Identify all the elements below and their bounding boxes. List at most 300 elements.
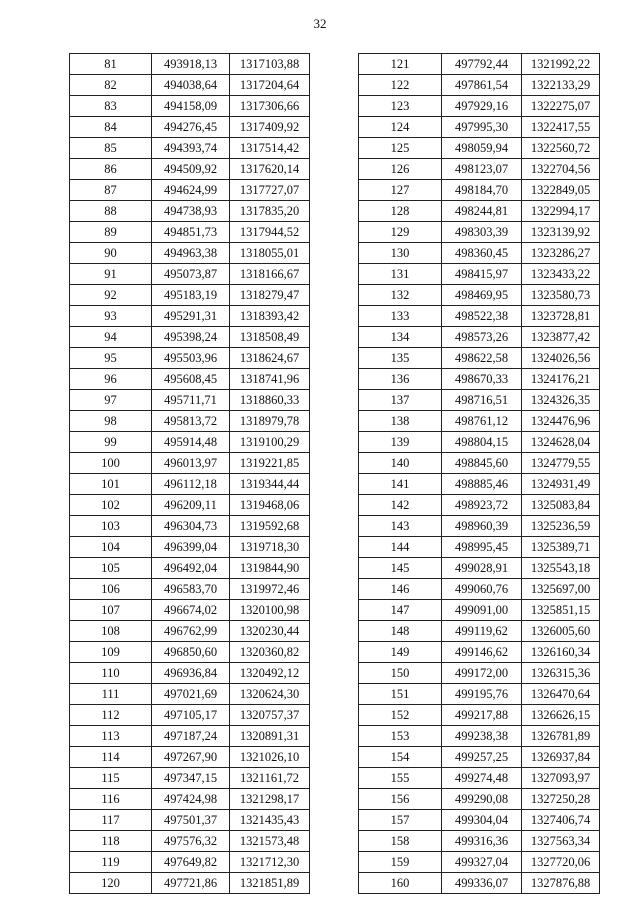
table-row (359, 516, 600, 537)
table-row (359, 432, 600, 453)
table-row (359, 348, 600, 369)
table-row (359, 726, 600, 747)
x-coordinate-cell: 497187,24 (152, 726, 230, 747)
y-coordinate-cell: 1321992,22 (522, 54, 600, 75)
coordinates-table-left (69, 53, 310, 894)
x-coordinate-cell: 499217,88 (442, 705, 522, 726)
y-coordinate-cell: 1319718,30 (230, 537, 310, 558)
x-coordinate-cell: 496674,02 (152, 600, 230, 621)
point-number-cell: 159 (359, 852, 442, 873)
table-row (359, 117, 600, 138)
x-coordinate-cell: 499172,00 (442, 663, 522, 684)
point-number-cell: 125 (359, 138, 442, 159)
y-coordinate-cell: 1317103,88 (230, 54, 310, 75)
x-coordinate-cell: 493918,13 (152, 54, 230, 75)
table-row (359, 138, 600, 159)
table-row (359, 285, 600, 306)
table-row (359, 264, 600, 285)
table-row (359, 495, 600, 516)
y-coordinate-cell: 1318055,01 (230, 243, 310, 264)
table-row (70, 831, 310, 852)
point-number-cell: 152 (359, 705, 442, 726)
y-coordinate-cell: 1323286,27 (522, 243, 600, 264)
point-number-cell: 146 (359, 579, 442, 600)
point-number-cell: 91 (70, 264, 152, 285)
x-coordinate-cell: 497347,15 (152, 768, 230, 789)
point-number-cell: 103 (70, 516, 152, 537)
y-coordinate-cell: 1318393,42 (230, 306, 310, 327)
point-number-cell: 82 (70, 75, 152, 96)
x-coordinate-cell: 497995,30 (442, 117, 522, 138)
x-coordinate-cell: 495398,24 (152, 327, 230, 348)
point-number-cell: 104 (70, 537, 152, 558)
point-number-cell: 116 (70, 789, 152, 810)
point-number-cell: 139 (359, 432, 442, 453)
table-row (70, 369, 310, 390)
table-row (70, 537, 310, 558)
y-coordinate-cell: 1325697,00 (522, 579, 600, 600)
x-coordinate-cell: 494158,09 (152, 96, 230, 117)
point-number-cell: 87 (70, 180, 152, 201)
table-row (359, 54, 600, 75)
point-number-cell: 136 (359, 369, 442, 390)
y-coordinate-cell: 1319468,06 (230, 495, 310, 516)
point-number-cell: 135 (359, 348, 442, 369)
x-coordinate-cell: 498761,12 (442, 411, 522, 432)
point-number-cell: 131 (359, 264, 442, 285)
table-row (359, 768, 600, 789)
y-coordinate-cell: 1324931,49 (522, 474, 600, 495)
table-row (70, 684, 310, 705)
y-coordinate-cell: 1326470,64 (522, 684, 600, 705)
point-number-cell: 118 (70, 831, 152, 852)
y-coordinate-cell: 1321026,10 (230, 747, 310, 768)
y-coordinate-cell: 1319592,68 (230, 516, 310, 537)
table-row (70, 642, 310, 663)
point-number-cell: 141 (359, 474, 442, 495)
x-coordinate-cell: 499257,25 (442, 747, 522, 768)
y-coordinate-cell: 1317835,20 (230, 201, 310, 222)
x-coordinate-cell: 494738,93 (152, 201, 230, 222)
y-coordinate-cell: 1317944,52 (230, 222, 310, 243)
x-coordinate-cell: 499146,62 (442, 642, 522, 663)
point-number-cell: 145 (359, 558, 442, 579)
y-coordinate-cell: 1317409,92 (230, 117, 310, 138)
point-number-cell: 157 (359, 810, 442, 831)
x-coordinate-cell: 498716,51 (442, 390, 522, 411)
y-coordinate-cell: 1317306,66 (230, 96, 310, 117)
y-coordinate-cell: 1322704,56 (522, 159, 600, 180)
table-row (70, 789, 310, 810)
point-number-cell: 90 (70, 243, 152, 264)
y-coordinate-cell: 1317727,07 (230, 180, 310, 201)
table-row (359, 96, 600, 117)
y-coordinate-cell: 1323139,92 (522, 222, 600, 243)
y-coordinate-cell: 1322994,17 (522, 201, 600, 222)
table-row (70, 852, 310, 873)
point-number-cell: 98 (70, 411, 152, 432)
y-coordinate-cell: 1318166,67 (230, 264, 310, 285)
x-coordinate-cell: 497649,82 (152, 852, 230, 873)
x-coordinate-cell: 498622,58 (442, 348, 522, 369)
table-row (70, 810, 310, 831)
point-number-cell: 127 (359, 180, 442, 201)
y-coordinate-cell: 1321712,30 (230, 852, 310, 873)
y-coordinate-cell: 1319344,44 (230, 474, 310, 495)
table-row (70, 726, 310, 747)
y-coordinate-cell: 1322275,07 (522, 96, 600, 117)
y-coordinate-cell: 1319844,90 (230, 558, 310, 579)
point-number-cell: 124 (359, 117, 442, 138)
x-coordinate-cell: 498845,60 (442, 453, 522, 474)
x-coordinate-cell: 499119,62 (442, 621, 522, 642)
x-coordinate-cell: 499091,00 (442, 600, 522, 621)
point-number-cell: 115 (70, 768, 152, 789)
table-row (70, 348, 310, 369)
x-coordinate-cell: 494393,74 (152, 138, 230, 159)
point-number-cell: 147 (359, 600, 442, 621)
table-row (70, 285, 310, 306)
point-number-cell: 109 (70, 642, 152, 663)
point-number-cell: 148 (359, 621, 442, 642)
point-number-cell: 81 (70, 54, 152, 75)
y-coordinate-cell: 1317620,14 (230, 159, 310, 180)
point-number-cell: 153 (359, 726, 442, 747)
x-coordinate-cell: 494038,64 (152, 75, 230, 96)
table-row (359, 327, 600, 348)
x-coordinate-cell: 497105,17 (152, 705, 230, 726)
y-coordinate-cell: 1327876,88 (522, 873, 600, 894)
x-coordinate-cell: 498670,33 (442, 369, 522, 390)
table-row (359, 789, 600, 810)
x-coordinate-cell: 498804,15 (442, 432, 522, 453)
y-coordinate-cell: 1320757,37 (230, 705, 310, 726)
y-coordinate-cell: 1321851,89 (230, 873, 310, 894)
x-coordinate-cell: 498469,95 (442, 285, 522, 306)
x-coordinate-cell: 498995,45 (442, 537, 522, 558)
point-number-cell: 110 (70, 663, 152, 684)
point-number-cell: 132 (359, 285, 442, 306)
table-row (359, 180, 600, 201)
x-coordinate-cell: 499304,04 (442, 810, 522, 831)
y-coordinate-cell: 1324476,96 (522, 411, 600, 432)
table-row (70, 411, 310, 432)
x-coordinate-cell: 499327,04 (442, 852, 522, 873)
x-coordinate-cell: 497424,98 (152, 789, 230, 810)
x-coordinate-cell: 496112,18 (152, 474, 230, 495)
y-coordinate-cell: 1320624,30 (230, 684, 310, 705)
point-number-cell: 158 (359, 831, 442, 852)
table-row (359, 411, 600, 432)
table-row (359, 159, 600, 180)
point-number-cell: 102 (70, 495, 152, 516)
y-coordinate-cell: 1326005,60 (522, 621, 600, 642)
point-number-cell: 128 (359, 201, 442, 222)
table-row (70, 138, 310, 159)
table-row (70, 243, 310, 264)
y-coordinate-cell: 1325389,71 (522, 537, 600, 558)
point-number-cell: 144 (359, 537, 442, 558)
x-coordinate-cell: 496583,70 (152, 579, 230, 600)
x-coordinate-cell: 499195,76 (442, 684, 522, 705)
point-number-cell: 122 (359, 75, 442, 96)
point-number-cell: 89 (70, 222, 152, 243)
y-coordinate-cell: 1324326,35 (522, 390, 600, 411)
x-coordinate-cell: 496013,97 (152, 453, 230, 474)
x-coordinate-cell: 499238,38 (442, 726, 522, 747)
point-number-cell: 129 (359, 222, 442, 243)
y-coordinate-cell: 1319972,46 (230, 579, 310, 600)
x-coordinate-cell: 497576,32 (152, 831, 230, 852)
x-coordinate-cell: 499274,48 (442, 768, 522, 789)
point-number-cell: 95 (70, 348, 152, 369)
table-row (70, 327, 310, 348)
table-row (70, 705, 310, 726)
y-coordinate-cell: 1320360,82 (230, 642, 310, 663)
x-coordinate-cell: 498923,72 (442, 495, 522, 516)
point-number-cell: 119 (70, 852, 152, 873)
x-coordinate-cell: 495503,96 (152, 348, 230, 369)
y-coordinate-cell: 1325543,18 (522, 558, 600, 579)
x-coordinate-cell: 498123,07 (442, 159, 522, 180)
x-coordinate-cell: 498059,94 (442, 138, 522, 159)
x-coordinate-cell: 496850,60 (152, 642, 230, 663)
table-row (359, 810, 600, 831)
coordinates-table-right (358, 53, 600, 894)
table-row (70, 432, 310, 453)
y-coordinate-cell: 1326160,34 (522, 642, 600, 663)
point-number-cell: 111 (70, 684, 152, 705)
x-coordinate-cell: 497501,37 (152, 810, 230, 831)
y-coordinate-cell: 1318860,33 (230, 390, 310, 411)
table-row (70, 96, 310, 117)
x-coordinate-cell: 496304,73 (152, 516, 230, 537)
table-row (70, 768, 310, 789)
y-coordinate-cell: 1317204,64 (230, 75, 310, 96)
x-coordinate-cell: 494509,92 (152, 159, 230, 180)
table-row (70, 117, 310, 138)
x-coordinate-cell: 498303,39 (442, 222, 522, 243)
y-coordinate-cell: 1317514,42 (230, 138, 310, 159)
point-number-cell: 112 (70, 705, 152, 726)
x-coordinate-cell: 494963,38 (152, 243, 230, 264)
y-coordinate-cell: 1322849,05 (522, 180, 600, 201)
x-coordinate-cell: 496762,99 (152, 621, 230, 642)
y-coordinate-cell: 1319221,85 (230, 453, 310, 474)
table-row (359, 453, 600, 474)
x-coordinate-cell: 495813,72 (152, 411, 230, 432)
point-number-cell: 123 (359, 96, 442, 117)
table-row (70, 222, 310, 243)
x-coordinate-cell: 497721,86 (152, 873, 230, 894)
point-number-cell: 100 (70, 453, 152, 474)
x-coordinate-cell: 495608,45 (152, 369, 230, 390)
x-coordinate-cell: 499336,07 (442, 873, 522, 894)
table-row (359, 747, 600, 768)
point-number-cell: 133 (359, 306, 442, 327)
table-row (70, 873, 310, 894)
y-coordinate-cell: 1320492,12 (230, 663, 310, 684)
x-coordinate-cell: 497929,16 (442, 96, 522, 117)
y-coordinate-cell: 1326937,84 (522, 747, 600, 768)
y-coordinate-cell: 1326315,36 (522, 663, 600, 684)
point-number-cell: 114 (70, 747, 152, 768)
point-number-cell: 92 (70, 285, 152, 306)
y-coordinate-cell: 1318508,49 (230, 327, 310, 348)
x-coordinate-cell: 496399,04 (152, 537, 230, 558)
point-number-cell: 97 (70, 390, 152, 411)
y-coordinate-cell: 1320230,44 (230, 621, 310, 642)
y-coordinate-cell: 1320891,31 (230, 726, 310, 747)
point-number-cell: 151 (359, 684, 442, 705)
point-number-cell: 99 (70, 432, 152, 453)
x-coordinate-cell: 499290,08 (442, 789, 522, 810)
table-row (70, 390, 310, 411)
table-row (70, 474, 310, 495)
table-row (70, 621, 310, 642)
point-number-cell: 137 (359, 390, 442, 411)
x-coordinate-cell: 498960,39 (442, 516, 522, 537)
y-coordinate-cell: 1319100,29 (230, 432, 310, 453)
table-row (70, 579, 310, 600)
x-coordinate-cell: 498244,81 (442, 201, 522, 222)
y-coordinate-cell: 1318741,96 (230, 369, 310, 390)
y-coordinate-cell: 1326781,89 (522, 726, 600, 747)
point-number-cell: 130 (359, 243, 442, 264)
x-coordinate-cell: 498415,97 (442, 264, 522, 285)
y-coordinate-cell: 1318279,47 (230, 285, 310, 306)
point-number-cell: 84 (70, 117, 152, 138)
point-number-cell: 85 (70, 138, 152, 159)
point-number-cell: 142 (359, 495, 442, 516)
x-coordinate-cell: 498522,38 (442, 306, 522, 327)
point-number-cell: 83 (70, 96, 152, 117)
x-coordinate-cell: 496209,11 (152, 495, 230, 516)
table-row (359, 369, 600, 390)
y-coordinate-cell: 1318624,67 (230, 348, 310, 369)
table-row (359, 537, 600, 558)
point-number-cell: 134 (359, 327, 442, 348)
table-row (70, 453, 310, 474)
x-coordinate-cell: 499028,91 (442, 558, 522, 579)
y-coordinate-cell: 1325083,84 (522, 495, 600, 516)
y-coordinate-cell: 1327720,06 (522, 852, 600, 873)
y-coordinate-cell: 1322417,55 (522, 117, 600, 138)
x-coordinate-cell: 499060,76 (442, 579, 522, 600)
y-coordinate-cell: 1324628,04 (522, 432, 600, 453)
table-row (359, 684, 600, 705)
point-number-cell: 96 (70, 369, 152, 390)
x-coordinate-cell: 495183,19 (152, 285, 230, 306)
table-row (70, 264, 310, 285)
table-row (70, 747, 310, 768)
y-coordinate-cell: 1321573,48 (230, 831, 310, 852)
y-coordinate-cell: 1327563,34 (522, 831, 600, 852)
x-coordinate-cell: 496492,04 (152, 558, 230, 579)
point-number-cell: 113 (70, 726, 152, 747)
table-row (359, 873, 600, 894)
y-coordinate-cell: 1327250,28 (522, 789, 600, 810)
y-coordinate-cell: 1325851,15 (522, 600, 600, 621)
y-coordinate-cell: 1321435,43 (230, 810, 310, 831)
point-number-cell: 156 (359, 789, 442, 810)
point-number-cell: 117 (70, 810, 152, 831)
point-number-cell: 143 (359, 516, 442, 537)
point-number-cell: 93 (70, 306, 152, 327)
x-coordinate-cell: 497267,90 (152, 747, 230, 768)
x-coordinate-cell: 498360,45 (442, 243, 522, 264)
y-coordinate-cell: 1323877,42 (522, 327, 600, 348)
x-coordinate-cell: 495073,87 (152, 264, 230, 285)
point-number-cell: 150 (359, 663, 442, 684)
y-coordinate-cell: 1324779,55 (522, 453, 600, 474)
table-row (359, 474, 600, 495)
table-row (359, 201, 600, 222)
x-coordinate-cell: 497861,54 (442, 75, 522, 96)
y-coordinate-cell: 1327093,97 (522, 768, 600, 789)
table-row (359, 852, 600, 873)
point-number-cell: 154 (359, 747, 442, 768)
table-row (70, 516, 310, 537)
y-coordinate-cell: 1324026,56 (522, 348, 600, 369)
x-coordinate-cell: 499316,36 (442, 831, 522, 852)
point-number-cell: 106 (70, 579, 152, 600)
x-coordinate-cell: 497021,69 (152, 684, 230, 705)
point-number-cell: 94 (70, 327, 152, 348)
table-row (359, 621, 600, 642)
table-row (70, 558, 310, 579)
y-coordinate-cell: 1321161,72 (230, 768, 310, 789)
point-number-cell: 108 (70, 621, 152, 642)
y-coordinate-cell: 1327406,74 (522, 810, 600, 831)
table-row (70, 75, 310, 96)
table-row (359, 222, 600, 243)
table-row (359, 390, 600, 411)
point-number-cell: 107 (70, 600, 152, 621)
x-coordinate-cell: 495291,31 (152, 306, 230, 327)
y-coordinate-cell: 1323433,22 (522, 264, 600, 285)
x-coordinate-cell: 494276,45 (152, 117, 230, 138)
table-row (70, 495, 310, 516)
page-number: 32 (313, 16, 327, 31)
x-coordinate-cell: 496936,84 (152, 663, 230, 684)
table-row (359, 243, 600, 264)
table-row (70, 306, 310, 327)
x-coordinate-cell: 498184,70 (442, 180, 522, 201)
y-coordinate-cell: 1323580,73 (522, 285, 600, 306)
point-number-cell: 149 (359, 642, 442, 663)
point-number-cell: 126 (359, 159, 442, 180)
table-row (359, 75, 600, 96)
table-row (359, 306, 600, 327)
point-number-cell: 160 (359, 873, 442, 894)
x-coordinate-cell: 498573,26 (442, 327, 522, 348)
y-coordinate-cell: 1324176,21 (522, 369, 600, 390)
point-number-cell: 120 (70, 873, 152, 894)
point-number-cell: 86 (70, 159, 152, 180)
table-row (70, 180, 310, 201)
table-row (359, 705, 600, 726)
x-coordinate-cell: 498885,46 (442, 474, 522, 495)
y-coordinate-cell: 1325236,59 (522, 516, 600, 537)
table-row (359, 663, 600, 684)
x-coordinate-cell: 494851,73 (152, 222, 230, 243)
x-coordinate-cell: 494624,99 (152, 180, 230, 201)
table-row (70, 54, 310, 75)
table-row (359, 831, 600, 852)
table-row (70, 600, 310, 621)
point-number-cell: 140 (359, 453, 442, 474)
